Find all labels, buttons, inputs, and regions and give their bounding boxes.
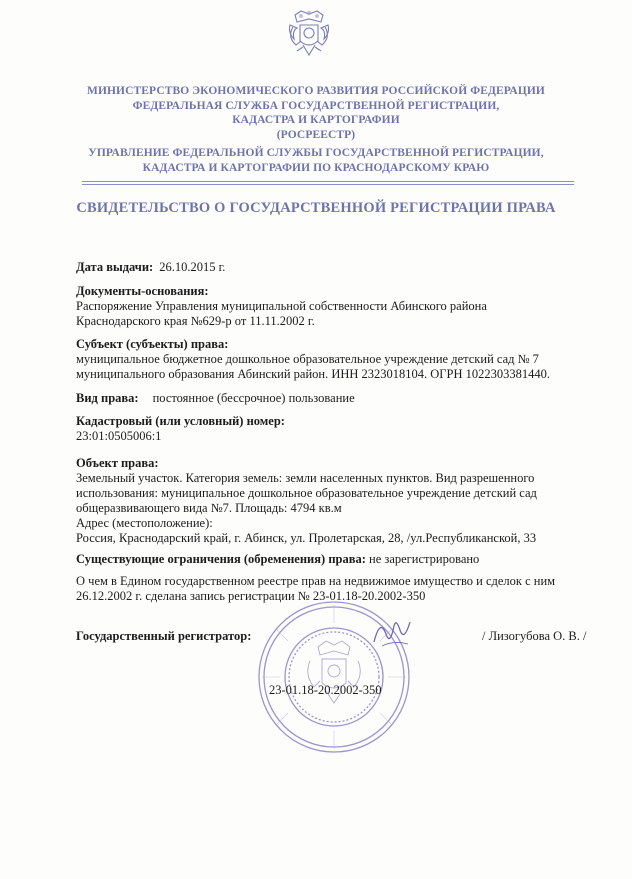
cadastral-label: Кадастровый (или условный) номер: — [76, 414, 285, 428]
object-line: Адрес (местоположение): — [76, 516, 213, 530]
object-line: Земельный участок. Категория земель: земли населенных пунктов. Вид разрешенного — [76, 471, 535, 485]
object-line: использования: муниципальное дошкольное образовательное учреждение детский сад — [76, 486, 537, 500]
stamp-registration-number: 23-01.18-20.2002-350 — [269, 683, 382, 697]
restrictions-row — [76, 552, 479, 567]
registry-note-line: 26.12.2002 г. сделана запись регистрации № 23-01.18-20.2002-350 — [76, 589, 426, 603]
documents-section — [76, 284, 487, 329]
ministry-header — [0, 84, 632, 142]
subject-line: муниципальное бюджетное дошкольное образовательное учреждение детский сад № 7 — [76, 352, 539, 366]
documents-label: Документы-основания: — [76, 284, 209, 298]
ministry-line: (РОСРЕЕСТР) — [276, 128, 356, 141]
department-header — [0, 146, 632, 175]
registrar-signature — [370, 612, 416, 652]
right-type-value: постоянное (бессрочное) пользование — [152, 391, 355, 405]
right-type-row — [76, 391, 355, 406]
object-line: Россия, Краснодарский край, г. Абинск, ул. Пролетарская, 28, /ул.Республиканской, 33 — [76, 531, 537, 545]
department-line: КАДАСТРА И КАРТОГРАФИИ ПО КРАСНОДАРСКОМУ КРАЮ — [142, 161, 490, 174]
registrar-row — [76, 629, 251, 644]
header-divider — [82, 184, 574, 185]
object-line: общеразвивающего вида №7. Площадь: 4794 кв.м — [76, 501, 342, 515]
registry-note-line: О чем в Едином государственном реестре прав на недвижимое имущество и сделок с ним — [76, 574, 556, 588]
header-divider — [82, 181, 574, 182]
documents-line: Краснодарского края №629-р от 11.11.2002 г. — [76, 314, 315, 328]
registrar-name: / Лизогубова О. В. / — [482, 629, 587, 643]
cadastral-section — [76, 414, 285, 444]
russian-coat-of-arms-emblem — [286, 7, 332, 59]
restrictions-label: Существующие ограничения (обременения) права: — [76, 552, 366, 566]
issue-date-row — [76, 260, 225, 275]
ministry-line: МИНИСТЕРСТВО ЭКОНОМИЧЕСКОГО РАЗВИТИЯ РОССИЙСКОЙ ФЕДЕРАЦИИ — [87, 85, 545, 97]
issue-date-value: 26.10.2015 г. — [159, 260, 226, 274]
ministry-line: ФЕДЕРАЛЬНАЯ СЛУЖБА ГОСУДАРСТВЕННОЙ РЕГИСТРАЦИИ, — [132, 99, 500, 112]
certificate-title: СВИДЕТЕЛЬСТВО О ГОСУДАРСТВЕННОЙ РЕГИСТРАЦИИ ПРАВА — [76, 200, 556, 216]
object-section — [76, 456, 537, 546]
subject-section — [76, 337, 550, 382]
registrar-label: Государственный регистратор: — [76, 629, 252, 643]
subject-label: Субъект (субъекты) права: — [76, 337, 229, 351]
right-type-label: Вид права: — [76, 391, 139, 405]
issue-date-label: Дата выдачи: — [76, 260, 154, 274]
subject-line: муниципального образования Абинский район. ИНН 2323018104. ОГРН 1022303381440. — [76, 367, 551, 381]
object-label: Объект права: — [76, 456, 159, 470]
documents-line: Распоряжение Управления муниципальной собственности Абинского района — [76, 299, 487, 313]
ministry-line: КАДАСТРА И КАРТОГРАФИИ — [232, 114, 400, 126]
cadastral-value: 23:01:0505006:1 — [76, 429, 162, 443]
department-line: УПРАВЛЕНИЕ ФЕДЕРАЛЬНОЙ СЛУЖБЫ ГОСУДАРСТВЕННОЙ РЕГИСТРАЦИИ, — [88, 147, 544, 159]
restrictions-value: не зарегистрировано — [369, 552, 480, 566]
